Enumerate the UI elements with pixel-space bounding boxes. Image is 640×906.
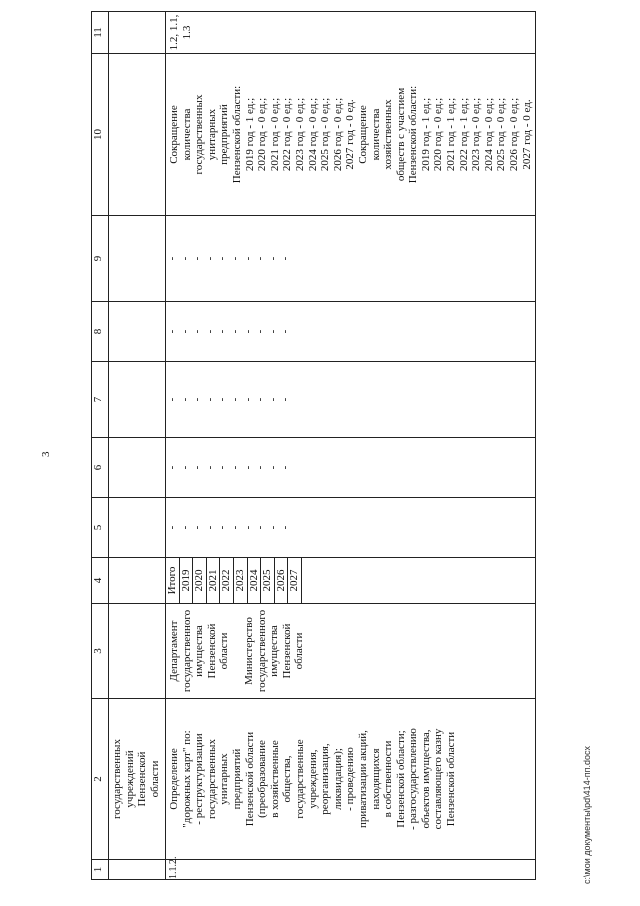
dash-value: - [191,397,204,402]
col-num-2: 2 [92,699,109,860]
description-line: предприятий [230,748,243,810]
description-line: ликвидация); [331,748,344,810]
indicator-line: предприятий [218,104,231,165]
program-table [91,11,536,880]
dash-value: - [254,525,267,530]
indicator-line: Сокращение [356,105,369,164]
dash-value: - [203,256,216,261]
dash-value: - [216,256,229,261]
dash-value: - [279,397,292,402]
year-cell: 2022 [220,558,234,603]
indicator-line: Пензенской области: [407,85,420,184]
dash-value: - [279,465,292,470]
dash-value: - [203,397,216,402]
indicator-line: количества [180,108,193,161]
indicator-line: 2020 год - 0 ед.; [256,97,269,172]
dash-value: - [191,256,204,261]
dash-value: - [254,329,267,334]
year-cell: Итого [166,558,180,603]
indicator-line: 2027 год - 0 ед. [344,99,357,170]
year-cell: 2026 [275,558,289,603]
dash-value: - [216,397,229,402]
indicator-line: Сокращение [168,105,180,164]
executor-line: Министерство [242,617,255,685]
row-1-1-2 [166,12,536,880]
indicator-line: 2024 год - 0 ед.; [306,97,319,172]
dash-value: - [166,525,178,530]
col8-values [166,302,536,362]
year-cell: 2025 [261,558,275,603]
col9-values [166,216,536,302]
description-line: общества, [281,755,294,803]
description-line: находящихся [369,748,382,810]
dash-value: - [166,256,178,261]
executor-line: Департамент [168,620,180,682]
dash-value: - [166,329,178,334]
col7-values [166,362,536,438]
description-line: (преобразование [256,740,269,818]
dash-value: - [266,397,279,402]
dash-value: - [241,525,254,530]
dash-value: - [216,465,229,470]
indicator-line: 2022 год - 0 ед.; [281,97,294,172]
description-line: Пензенской области; [394,730,407,828]
description-line: унитарных [218,753,231,805]
continuation-line: области [148,760,161,798]
dash-value: - [266,525,279,530]
indicator-line: унитарных [205,108,218,161]
dash-value: - [178,465,191,470]
dash-value: - [203,329,216,334]
dash-value: - [228,397,241,402]
year-cell: 2023 [234,558,248,603]
indicator-line: 2026 год - 0 ед.; [331,97,344,172]
indicator-line: 2021 год - 0 ед.; [268,97,281,172]
indicator-line: Пензенской области: [230,85,243,184]
dash-value: - [266,256,279,261]
executor-line: Пензенской [205,623,218,679]
dash-value: - [254,465,267,470]
description-line: государственных [205,739,218,819]
col-num-1: 1 [92,860,109,880]
footer-file-path: c:\мои документы\pd\414-пп.docx [582,746,592,884]
dash-value: - [279,525,292,530]
indicator-line: 2023 год - 0 ед.; [470,97,483,172]
row-description [166,699,536,860]
year-cell: 2019 [180,558,194,603]
description-line: составляющего казну [432,728,445,830]
dash-value: - [228,256,241,261]
dash-value: - [228,525,241,530]
continuation-text [109,699,166,860]
executor-line: государственного [180,609,193,693]
dash-value: - [266,329,279,334]
dash-value: - [241,397,254,402]
indicator-line: количества [369,108,382,161]
continuation-row [109,12,166,880]
indicator-line: 2025 год - 0 ед.; [319,97,332,172]
dash-value: - [241,329,254,334]
dash-value: - [178,397,191,402]
year-cell: 2021 [207,558,221,603]
dash-value: - [191,329,204,334]
indicator-line: обществ с участием [394,87,407,182]
executor-line: области [293,632,306,670]
description-line: Пензенской области [445,731,458,827]
indicator-line: 2026 год - 0 ед.; [508,97,521,172]
row-links: 1.2, 1.1, 1.3 [166,12,536,54]
row-years [166,558,536,604]
indicator-line: 2025 год - 0 ед.; [495,97,508,172]
description-line: учреждения, [306,749,319,809]
column-number-row [92,12,109,880]
dash-value: - [279,329,292,334]
dash-value: - [241,465,254,470]
col5-values [166,498,536,558]
description-line: "дорожных карт" по: [180,730,193,828]
year-cell: 2027 [288,558,302,603]
col-num-5: 5 [92,498,109,558]
indicator-line: 2019 год - 1 ед.; [419,97,432,172]
dash-value: - [166,465,178,470]
indicator-line: 2023 год - 0 ед.; [293,97,306,172]
indicator-line: 2027 год - 0 ед. [520,99,533,170]
description-line: реорганизация, [319,743,332,815]
description-line: Пензенской области [243,731,256,827]
executor-line: Пензенской [280,623,293,679]
dash-value: - [191,525,204,530]
dash-value: - [216,525,229,530]
year-cell: 2024 [248,558,262,603]
description-line: государственные [293,739,306,819]
dash-value: - [178,525,191,530]
description-line: - проведению [344,747,357,811]
dash-value: - [166,397,178,402]
row-executors [166,604,536,699]
row-indicator [166,54,536,216]
continuation-line: учреждений [123,750,136,808]
dash-value: - [266,465,279,470]
executor-line: имущества [193,625,206,677]
executor-line: имущества [268,625,281,677]
col-num-9: 9 [92,216,109,302]
continuation-line: государственных [111,739,123,819]
description-line: приватизации акций, [356,730,369,828]
col-num-8: 8 [92,302,109,362]
row-number: 1.1.2. [166,860,536,880]
indicator-line: 2022 год - 1 ед.; [457,97,470,172]
dash-value: - [178,329,191,334]
description-line: объектов имущества, [419,729,432,829]
description-line: в собственности [382,740,395,818]
indicator-line: 2020 год - 0 ед.; [432,97,445,172]
continuation-line: Пензенской [136,751,149,807]
dash-value: - [254,256,267,261]
dash-value: - [254,397,267,402]
dash-value: - [279,256,292,261]
col-num-6: 6 [92,438,109,498]
col-num-4: 4 [92,558,109,604]
dash-value: - [241,256,254,261]
indicator-line: 2021 год - 1 ед.; [445,97,458,172]
dash-value: - [228,465,241,470]
executor-line: области [218,632,231,670]
description-line: Определение [168,748,180,810]
description-line: - разгосударствлению [407,728,420,830]
dash-value: - [203,465,216,470]
page-number: 3 [40,451,52,457]
dash-value: - [191,465,204,470]
description-line: в хозяйственные [268,740,281,818]
dash-value: - [203,525,216,530]
indicator-line: 2019 год - 1 ед.; [243,97,256,172]
indicator-line: хозяйственных [382,99,395,170]
dash-value: - [178,256,191,261]
col-num-7: 7 [92,362,109,438]
executor-line: государственного [255,609,268,693]
indicator-line: государственных [193,94,206,175]
description-line: - реструктуризации [193,733,206,825]
year-cell: 2020 [193,558,207,603]
col-num-11: 11 [92,12,109,54]
dash-value: - [216,329,229,334]
col-num-10: 10 [92,54,109,216]
col6-values [166,438,536,498]
col-num-3: 3 [92,604,109,699]
dash-value: - [228,329,241,334]
indicator-line: 2024 год - 0 ед.; [482,97,495,172]
